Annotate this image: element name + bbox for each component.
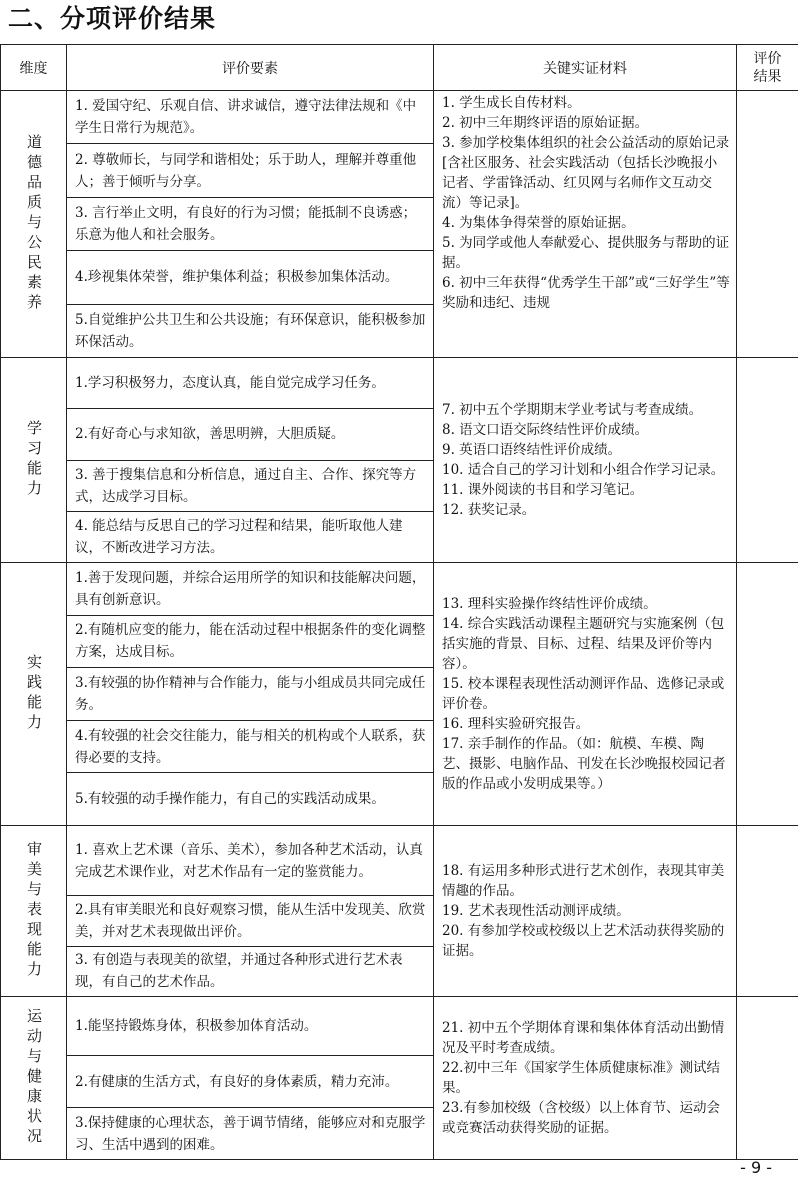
element-text: 1.学习积极努力，态度认真，能自觉完成学习任务。 — [75, 375, 385, 392]
element-item — [67, 305, 433, 357]
dimension-label: 运动与健康状况 — [25, 1008, 43, 1148]
dimension-label: 学习能力 — [25, 420, 43, 500]
evidence-item: 3. 参加学校集体组织的社会公益活动的原始记录[含社区服务、社会实践活动（包括长沙晚报小记者、学雷锋活动、红贝网与名师作文互动交流）等记录]。 — [442, 135, 730, 211]
element-text: 5.有较强的动手操作能力，有自己的实践活动成果。 — [75, 791, 385, 808]
element-item — [67, 251, 433, 304]
element-item — [67, 144, 433, 197]
header-row — [1, 45, 798, 91]
element-text: 3. 善于搜集信息和分析信息，通过自主、合作、探究等方式，达成学习目标。 — [75, 466, 417, 505]
element-text: 2. 尊敬师长，与同学和谐相处；乐于助人，理解并尊重他人；善于倾听与分享。 — [75, 151, 417, 190]
evidence-item: 4. 为集体争得荣誉的原始证据。 — [442, 215, 635, 231]
evidence-cell — [434, 358, 737, 563]
evidence-item: 20. 有参加学校或校级以上艺术活动获得奖励的证据。 — [442, 923, 725, 959]
element-item — [67, 773, 433, 825]
evidence-item: 16. 理科实验研究报告。 — [442, 716, 590, 732]
element-item — [67, 997, 433, 1056]
elements-cell — [67, 91, 434, 358]
result-cell[interactable] — [737, 563, 798, 826]
element-text: 1.能坚持锻炼身体，积极参加体育活动。 — [75, 1018, 318, 1035]
table-row — [1, 997, 798, 1160]
dimension-label: 审美与表现能力 — [25, 841, 43, 981]
header-elements: 评价要素 — [67, 45, 434, 91]
evidence-cell — [434, 826, 737, 997]
evidence-item: 18. 有运用多种形式进行艺术创作，表现其审美情趣的作品。 — [442, 863, 725, 899]
evidence-item: 5. 为同学或他人奉献爱心、提供服务与帮助的证据。 — [442, 235, 730, 271]
evidence-item: 9. 英语口语终结性评价成绩。 — [442, 442, 622, 458]
element-text: 2.有随机应变的能力，能在活动过程中根据条件的变化调整方案，达成目标。 — [75, 622, 426, 661]
page-number: - 9 - — [740, 1158, 772, 1177]
evidence-item: 2. 初中三年期终评语的原始证据。 — [442, 115, 649, 131]
dimension-label: 实践能力 — [25, 654, 43, 734]
evidence-item: 1. 学生成长自传材料。 — [442, 95, 581, 111]
result-cell[interactable] — [737, 826, 798, 997]
element-text: 2.有好奇心与求知欲，善思明辨，大胆质疑。 — [75, 426, 345, 443]
element-text: 4.珍视集体荣誉，维护集体利益；积极参加集体活动。 — [75, 269, 399, 286]
element-text: 1.善于发现问题，并综合运用所学的知识和技能解决问题，具有创新意识。 — [75, 569, 426, 608]
evidence-cell — [434, 563, 737, 826]
table-row — [1, 826, 798, 997]
element-text: 2.有健康的生活方式，有良好的身体素质，精力充沛。 — [75, 1073, 399, 1090]
header-result-label: 评价结果 — [753, 50, 782, 85]
element-item — [67, 896, 433, 946]
result-cell[interactable] — [737, 91, 798, 358]
evidence-item: 19. 艺术表现性活动测评成绩。 — [442, 903, 630, 919]
element-item — [67, 947, 433, 996]
dimension-cell — [1, 91, 67, 358]
evidence-item: 23.有参加校级（含校级）以上体育节、运动会或竞赛活动获得奖励的证据。 — [442, 1100, 720, 1136]
element-item — [67, 91, 433, 144]
evidence-item: 11. 课外阅读的书目和学习笔记。 — [442, 482, 644, 498]
table-row — [1, 91, 798, 358]
elements-cell — [67, 563, 434, 826]
element-text: 5.自觉维护公共卫生和公共设施；有环保意识，能积极参加环保活动。 — [75, 311, 426, 350]
element-item — [67, 1108, 433, 1159]
dimension-label: 道德品质与公民素养 — [25, 134, 43, 314]
dimension-cell — [1, 826, 67, 997]
evidence-item: 22.初中三年《国家学生体质健康标准》测试结果。 — [442, 1060, 720, 1096]
element-text: 3. 有创造与表现美的欲望，并通过各种形式进行艺术表现，有自己的艺术作品。 — [75, 952, 403, 991]
element-item — [67, 563, 433, 616]
evidence-item: 13. 理科实验操作终结性评价成绩。 — [442, 596, 657, 612]
evidence-item: 12. 获奖记录。 — [442, 502, 536, 518]
elements-cell — [67, 358, 434, 563]
header-evidence: 关键实证材料 — [434, 45, 737, 91]
element-text: 1. 喜欢上艺术课（音乐、美术），参加各种艺术活动，认真完成艺术课作业，对艺术作品有一定的鉴赏能力。 — [75, 841, 423, 880]
header-dimension: 维度 — [1, 45, 67, 91]
element-item — [67, 409, 433, 460]
element-item — [67, 721, 433, 774]
element-text: 3.有较强的协作精神与合作能力，能与小组成员共同完成任务。 — [75, 674, 426, 713]
evidence-cell — [434, 997, 737, 1160]
element-item — [67, 512, 433, 562]
table-row — [1, 563, 798, 826]
element-text: 2.具有审美眼光和良好观察习惯，能从生活中发现美、欣赏美，并对艺术表现做出评价。 — [75, 901, 426, 940]
element-item — [67, 461, 433, 512]
evidence-item: 15. 校本课程表现性活动测评作品、选修记录或评价卷。 — [442, 676, 725, 712]
element-text: 1. 爱国守纪、乐观自信、讲求诚信，遵守法律法规和《中学生日常行为规范》。 — [75, 98, 417, 137]
evidence-item: 8. 语文口语交际终结性评价成绩。 — [442, 422, 649, 438]
dimension-cell — [1, 358, 67, 563]
element-item — [67, 668, 433, 721]
element-item — [67, 358, 433, 409]
element-item — [67, 826, 433, 896]
element-text: 4.有较强的社会交往能力，能与相关的机构或个人联系，获得必要的支持。 — [75, 727, 426, 766]
evidence-item: 6. 初中三年获得“优秀学生干部”或“三好学生”等奖励和违纪、违规 — [442, 275, 730, 311]
element-text: 4. 能总结与反思自己的学习过程和结果，能听取他人建议，不断改进学习方法。 — [75, 517, 403, 556]
element-item — [67, 616, 433, 669]
evidence-item: 10. 适合自己的学习计划和小组合作学习记录。 — [442, 462, 725, 478]
elements-cell — [67, 997, 434, 1160]
evidence-item: 14. 综合实践活动课程主题研究与实施案例（包括实施的背景、目标、过程、结果及评价等内容）。 — [442, 616, 725, 672]
evidence-cell — [434, 91, 737, 358]
dimension-cell — [1, 997, 67, 1160]
result-cell[interactable] — [737, 997, 798, 1160]
header-result — [737, 45, 798, 91]
evidence-item: 17. 亲手制作的作品。（如：航模、车模、陶艺、摄影、电脑作品、刊发在长沙晚报校园记者版的作品或小发明成果等。） — [442, 736, 726, 792]
elements-cell — [67, 826, 434, 997]
element-item — [67, 1056, 433, 1108]
table-row — [1, 358, 798, 563]
section-title: 二、分项评价结果 — [8, 4, 217, 33]
evidence-item: 7. 初中五个学期期末学业考试与考查成绩。 — [442, 402, 703, 418]
element-text: 3. 言行举止文明，有良好的行为习惯；能抵制不良诱惑；乐意为他人和社会服务。 — [75, 205, 417, 244]
result-cell[interactable] — [737, 358, 798, 563]
dimension-cell — [1, 563, 67, 826]
evaluation-table — [0, 44, 798, 1160]
element-item — [67, 198, 433, 251]
evidence-item: 21. 初中五个学期体育课和集体体育活动出勤情况及平时考查成绩。 — [442, 1020, 725, 1056]
element-text: 3.保持健康的心理状态，善于调节情绪，能够应对和克服学习、生活中遇到的困难。 — [75, 1114, 426, 1153]
